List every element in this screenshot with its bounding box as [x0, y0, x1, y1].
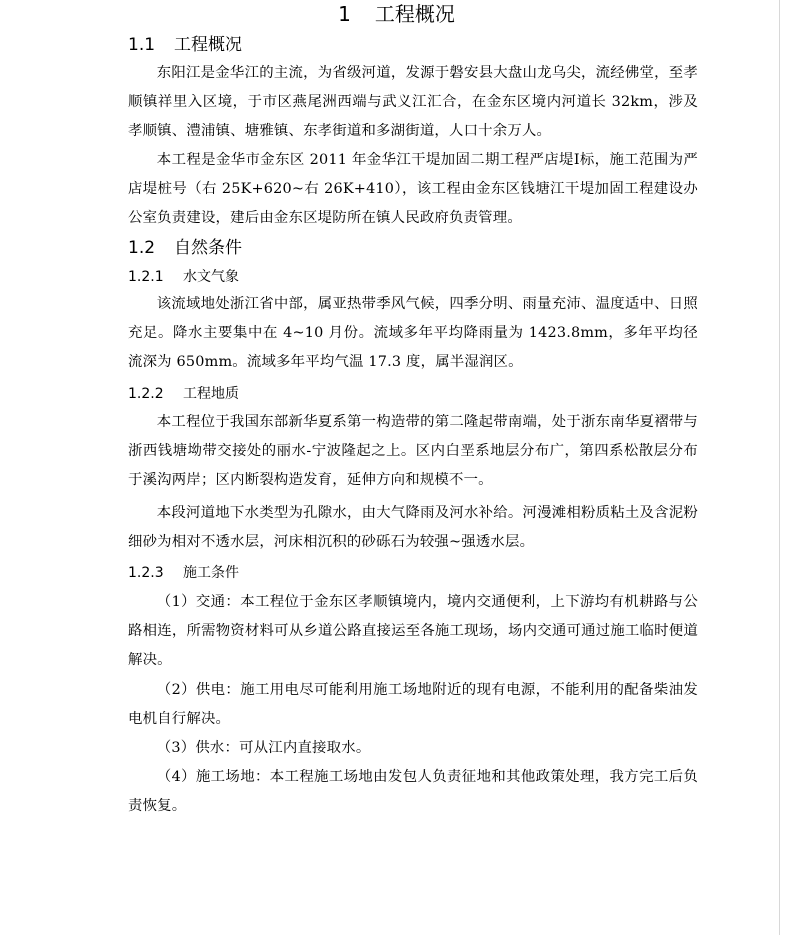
- paragraph-hydrology: 该流域地处浙江省中部，属亚热带季风气候，四季分明、雨量充沛、温度适中、日照充足。降水主要集中在 4~10 月份。流域多年平均降雨量为 1423.8mm，多年平均径流深为 650mm。流域多年平均气温 17.3 度，属半湿润区。: [128, 296, 698, 370]
- subsection-number: 1.2.1: [128, 269, 164, 285]
- paragraph-overview-river: 东阳江是金华江的主流，为省级河道，发源于磐安县大盘山龙乌尖，流经佛堂，至孝顺镇祥里入区境，于市区燕尾洲西端与武义江汇合，在金东区境内河道长 32km，涉及孝顺镇、澧浦镇、塘雅镇、东孝街道和多湖街道，人口十余万人。: [128, 65, 698, 139]
- paragraph-geology-groundwater: 本段河道地下水类型为孔隙水，由大气降雨及河水补给。河漫滩相粉质粘土及含泥粉细砂为相对不透水层，河床相沉积的砂砾石为较强~强透水层。: [128, 505, 698, 550]
- section-title: 自然条件: [174, 238, 242, 258]
- paragraph-overview-project: 本工程是金华市金东区 2011 年金华江干堤加固二期工程严店堤Ⅰ标，施工范围为严店堤桩号（右 25K+620~右 26K+410），该工程由金东区钱塘江干堤加固工程建设办公室负责建设，建后由金东区堤防所在镇人民政府负责管理。: [128, 152, 698, 226]
- subsection-title: 施工条件: [183, 565, 239, 581]
- section-number: 1.1: [128, 35, 156, 55]
- chapter-title: [0, 3, 793, 25]
- subsection-title: 工程地质: [183, 386, 239, 402]
- subsection-number: 1.2.2: [128, 386, 164, 402]
- paragraph-condition-site: （4）施工场地：本工程施工场地由发包人负责征地和其他政策处理，我方完工后负责恢复。: [128, 769, 698, 814]
- page-edge-rule: [779, 0, 780, 935]
- paragraph-condition-water: （3）供水：可从江内直接取水。: [156, 740, 371, 756]
- subsection-title: 水文气象: [183, 269, 239, 285]
- paragraph-geology-structure: 本工程位于我国东部新华夏系第一构造带的第二隆起带南端，处于浙东南华夏褶带与浙西钱塘坳带交接处的丽水-宁波隆起之上。区内白垩系地层分布广，第四系松散层分布于溪沟两岸；区内断裂构造发育，延伸方向和规模不一。: [128, 414, 698, 488]
- section-heading-1-1: [128, 35, 242, 55]
- subsection-number: 1.2.3: [128, 565, 164, 581]
- subsection-heading-1-2-1: [128, 268, 239, 286]
- section-heading-1-2: [128, 238, 242, 258]
- subsection-heading-1-2-3: [128, 564, 239, 582]
- subsection-heading-1-2-2: [128, 385, 239, 403]
- paragraph-condition-traffic: （1）交通：本工程位于金东区孝顺镇境内，境内交通便利，上下游均有机耕路与公路相连，所需物资材料可从乡道公路直接运至各施工现场，场内交通可通过施工临时便道解决。: [128, 594, 698, 668]
- section-number: 1.2: [128, 238, 156, 258]
- paragraph-condition-power: （2）供电：施工用电尽可能利用施工场地附近的现有电源，不能利用的配备柴油发电机自行解决。: [128, 682, 698, 727]
- chapter-number: 1: [338, 2, 351, 26]
- section-title: 工程概况: [174, 35, 242, 55]
- chapter-title-text: 工程概况: [374, 2, 455, 26]
